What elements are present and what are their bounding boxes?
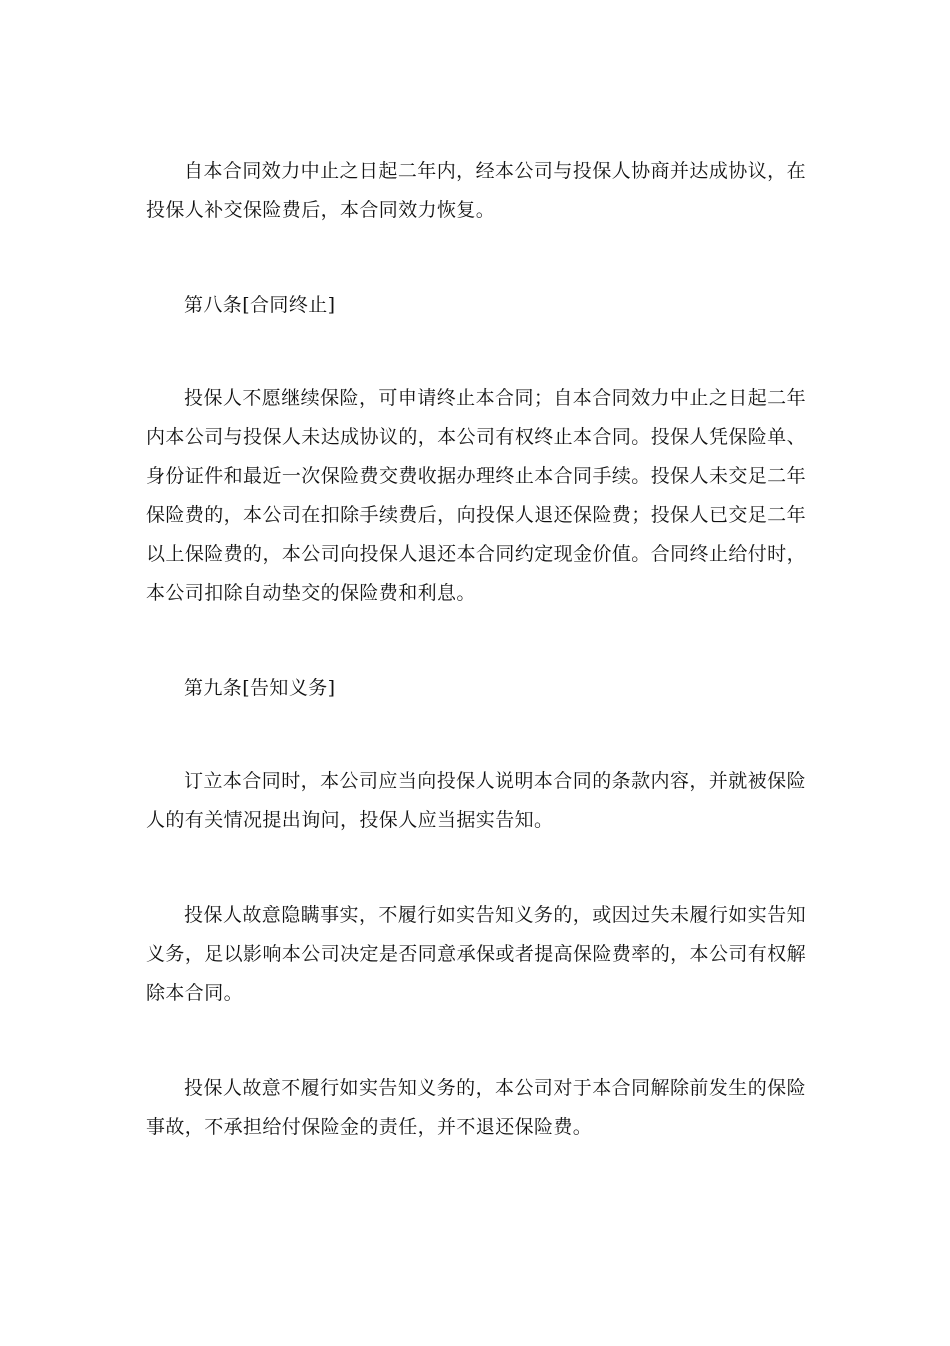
paragraph-disclosure-duty: 订立本合同时，本公司应当向投保人说明本合同的条款内容，并就被保险人的有关情况提出询问，投保人应当据实告知。 bbox=[146, 770, 806, 831]
paragraph-contract-termination: 投保人不愿继续保险，可申请终止本合同；自本合同效力中止之日起二年内本公司与投保人未达成协议的，本公司有权终止本合同。投保人凭保险单、身份证件和最近一次保险费交费收据办理终止本合同手续。投保人未交足二年保险费的，本公司在扣除手续费后，向投保人退还保险费；投保人已交足二年以上保险费的，本公司向投保人退还本合同约定现金价值。合同终止给付时，本公司扣除自动垫交的保险费和利息。 bbox=[146, 387, 806, 604]
article-8-heading: 第八条[合同终止] bbox=[184, 294, 336, 316]
paragraph-contract-reinstatement: 自本合同效力中止之日起二年内，经本公司与投保人协商并达成协议，在投保人补交保险费后，本合同效力恢复。 bbox=[146, 160, 806, 221]
document-body bbox=[146, 152, 806, 1147]
paragraph-concealment-consequence: 投保人故意隐瞒事实，不履行如实告知义务的，或因过失未履行如实告知义务，足以影响本公司决定是否同意承保或者提高保险费率的，本公司有权解除本合同。 bbox=[146, 904, 806, 1004]
article-9-heading: 第九条[告知义务] bbox=[184, 677, 336, 699]
paragraph-intentional-nondisclosure: 投保人故意不履行如实告知义务的，本公司对于本合同解除前发生的保险事故，不承担给付保险金的责任，并不退还保险费。 bbox=[146, 1077, 806, 1138]
